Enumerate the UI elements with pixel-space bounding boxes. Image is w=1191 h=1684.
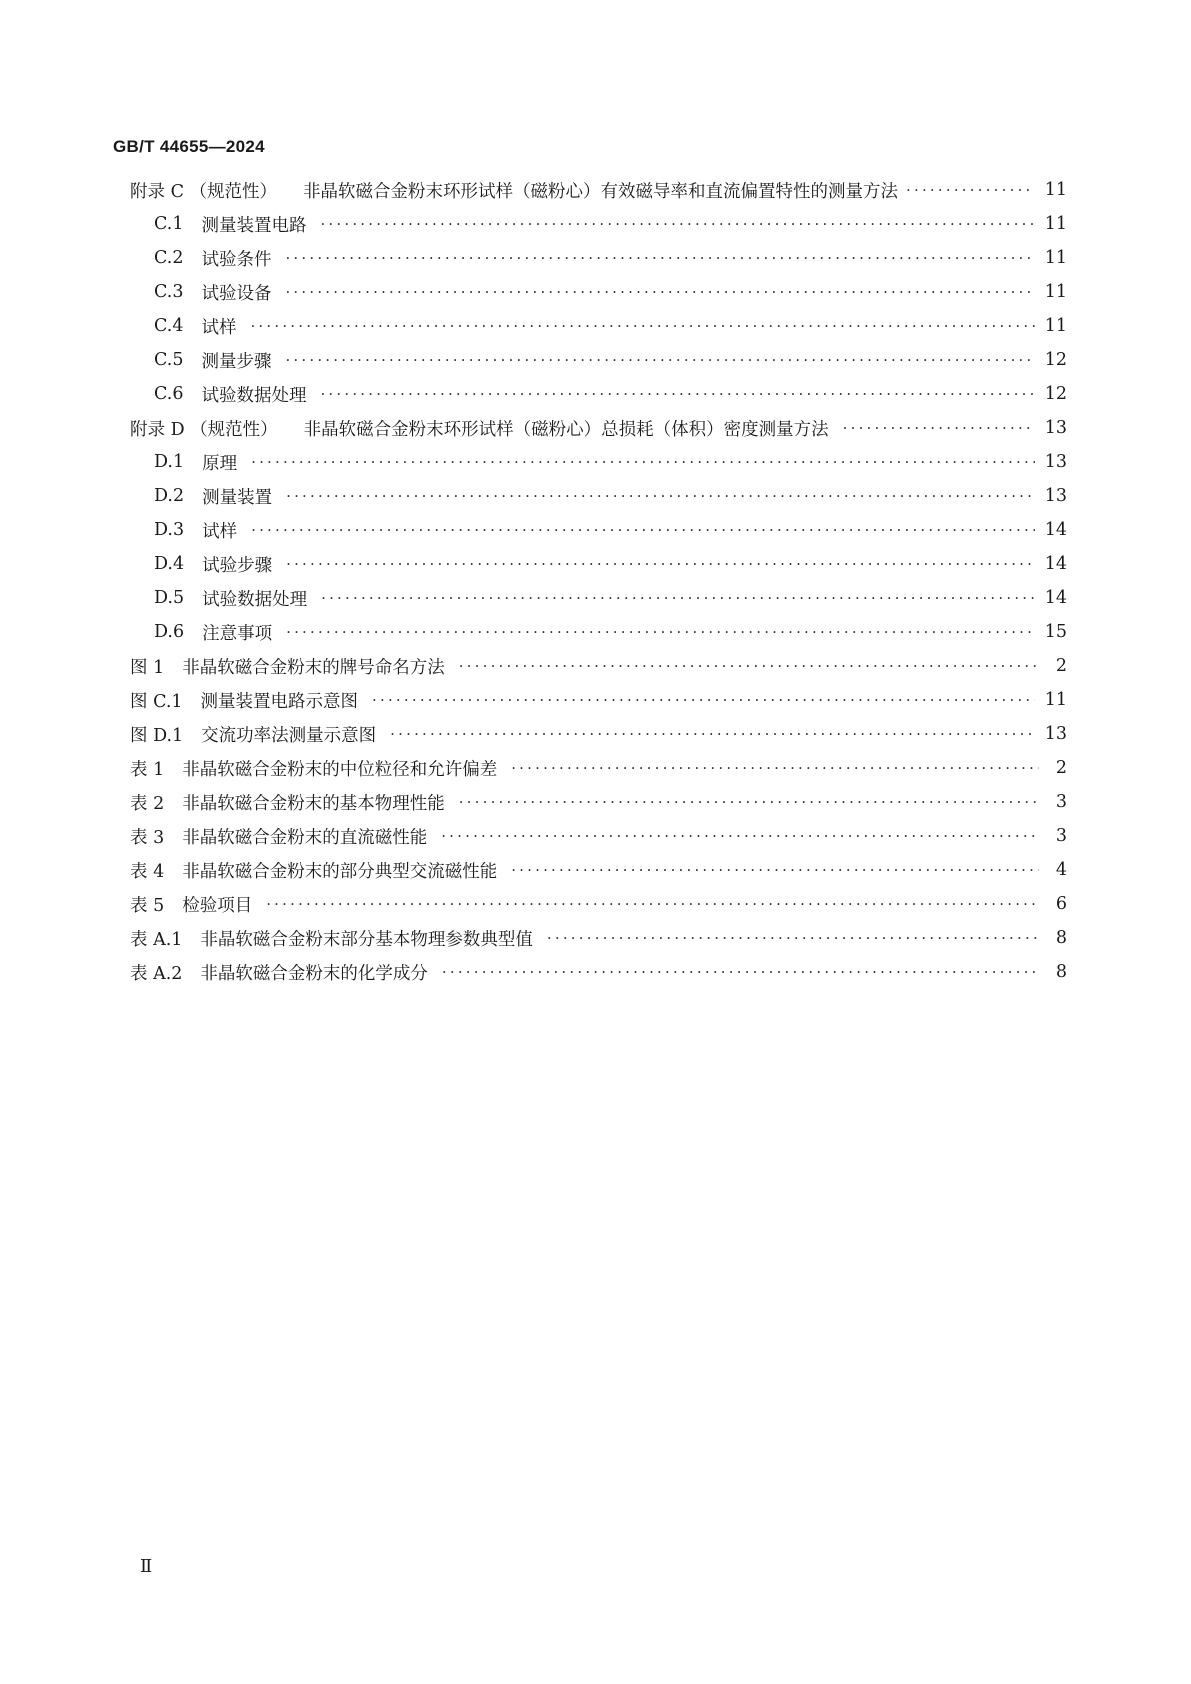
toc-entry-title: 测量装置电路示意图 [200,691,359,712]
toc-leader-dots [320,211,1034,237]
page-number: Ⅱ [140,1556,153,1577]
toc-leader-dots [250,313,1034,339]
toc-entry-title: 试验条件 [201,249,272,270]
toc-entry-title: 试验设备 [201,283,272,304]
toc-entry-table-4[interactable] [130,857,1067,883]
toc-entry-page: 6 [1055,894,1067,914]
toc-entry-number: D.3 [154,520,185,540]
toc-entry-title: 试样 [202,521,238,542]
standard-number: GB/T 44655—2024 [113,137,265,156]
toc-entry-number: 图 D.1 [130,725,184,746]
toc-entry-page: 14 [1044,588,1067,608]
toc-entry-title: 测量装置电路 [201,215,307,236]
toc-leader-dots [266,891,1039,917]
toc-entry-page: 8 [1055,928,1067,948]
toc-leader-dots [285,279,1034,305]
toc-entry-appendix-d[interactable] [130,415,1067,441]
toc-leader-dots [286,483,1035,509]
toc-entry-page: 3 [1055,792,1067,812]
toc-entry-number: C.2 [154,248,184,268]
toc-entry-page: 13 [1044,418,1067,438]
toc-entry-page: 15 [1044,622,1067,642]
toc-entry-c3[interactable] [154,279,1067,305]
toc-entry-page: 13 [1044,724,1067,744]
toc-leader-dots [459,789,1039,815]
toc-entry-title: 非晶软磁合金粉末的牌号命名方法 [182,657,445,678]
toc-entry-title: 试验步骤 [202,555,273,576]
toc-entry-page: 13 [1044,452,1067,472]
toc-entry-c2[interactable] [154,245,1067,271]
toc-entry-number: 表 5 [130,895,165,916]
toc-entry-number: 附录 C （规范性） [130,181,278,202]
toc-entry-page: 11 [1044,690,1067,710]
toc-entry-page: 2 [1055,656,1067,676]
toc-entry-number: 表 2 [130,793,165,814]
toc-entry-d4[interactable] [154,551,1067,577]
toc-entry-page: 3 [1055,826,1067,846]
toc-entry-number: 附录 D （规范性） [130,419,278,440]
toc-entry-c6[interactable] [154,381,1067,407]
toc-leader-dots [320,381,1034,407]
toc-entry-number: D.6 [154,622,185,642]
toc-entry-number: C.6 [154,384,184,404]
toc-entry-title: 非晶软磁合金粉末环形试样（磁粉心）总损耗（体积）密度测量方法 [303,419,829,440]
toc-entry-title: 检验项目 [182,895,253,916]
toc-leader-dots [285,245,1034,271]
toc-entry-page: 2 [1055,758,1067,778]
toc-entry-figure-d1[interactable] [130,721,1067,747]
toc-entry-title: 非晶软磁合金粉末的中位粒径和允许偏差 [182,759,498,780]
toc-entry-page: 8 [1055,962,1067,982]
toc-entry-title: 测量步骤 [201,351,272,372]
toc-entry-page: 13 [1044,486,1067,506]
toc-entry-table-2[interactable] [130,789,1067,815]
toc-entry-page: 14 [1044,554,1067,574]
toc-entry-title: 非晶软磁合金粉末的直流磁性能 [182,827,428,848]
toc-entry-title: 非晶软磁合金粉末的部分典型交流磁性能 [182,861,498,882]
toc-leader-dots [843,415,1035,441]
toc-entry-figure-c1[interactable] [130,687,1067,713]
toc-leader-dots [286,619,1035,645]
toc-leader-dots [285,347,1034,373]
toc-entry-c4[interactable] [154,313,1067,339]
toc-leader-dots [372,687,1035,713]
toc-leader-dots [442,959,1039,985]
toc-entry-number: C.5 [154,350,184,370]
toc-entry-d6[interactable] [154,619,1067,645]
toc-entry-appendix-c[interactable] [130,177,1067,203]
toc-entry-number: C.4 [154,316,184,336]
toc-leader-dots [286,551,1035,577]
toc-entry-title: 非晶软磁合金粉末部分基本物理参数典型值 [200,929,533,950]
toc-entry-number: C.3 [154,282,184,302]
toc-entry-title: 非晶软磁合金粉末环形试样（磁粉心）有效磁导率和直流偏置特性的测量方法 [303,181,899,202]
toc-entry-title: 非晶软磁合金粉末的化学成分 [200,963,428,984]
toc-entry-d5[interactable] [154,585,1067,611]
toc-leader-dots [459,653,1039,679]
toc-entry-number: 图 1 [130,657,165,678]
toc-entry-number: 表 4 [130,861,165,882]
toc-entry-number: 表 1 [130,759,165,780]
toc-entry-page: 14 [1044,520,1067,540]
toc-entry-table-a1[interactable] [130,925,1067,951]
toc-entry-number: D.4 [154,554,185,574]
toc-entry-title: 试验数据处理 [201,385,307,406]
toc-entry-page: 11 [1044,282,1067,302]
toc-entry-number: D.2 [154,486,185,506]
toc-entry-table-a2[interactable] [130,959,1067,985]
toc-entry-number: C.1 [154,214,184,234]
toc-entry-title: 测量装置 [202,487,273,508]
toc-leader-dots [321,585,1035,611]
toc-leader-dots [547,925,1039,951]
toc-entry-title: 试样 [201,317,237,338]
toc-entry-figure-1[interactable] [130,653,1067,679]
toc-leader-dots [511,857,1039,883]
toc-entry-title: 注意事项 [202,623,273,644]
toc-entry-page: 11 [1044,316,1067,336]
toc-entry-c1[interactable] [154,211,1067,237]
toc-leader-dots [906,177,1035,203]
toc-entry-c5[interactable] [154,347,1067,373]
toc-entry-table-3[interactable] [130,823,1067,849]
toc-entry-number: 表 A.2 [130,963,183,984]
toc-entry-page: 12 [1044,350,1067,370]
toc-entry-table-5[interactable] [130,891,1067,917]
toc-entry-d1[interactable] [154,449,1067,475]
toc-entry-page: 12 [1044,384,1067,404]
toc-entry-d3[interactable] [154,517,1067,543]
toc-entry-page: 4 [1055,860,1067,880]
toc-entry-page: 11 [1044,248,1067,268]
toc-entry-d2[interactable] [154,483,1067,509]
toc-entry-number: 表 A.1 [130,929,183,950]
toc-entry-title: 试验数据处理 [202,589,308,610]
toc-leader-dots [251,449,1035,475]
toc-entry-title: 非晶软磁合金粉末的基本物理性能 [182,793,445,814]
toc-entry-number: D.1 [154,452,185,472]
toc-entry-title: 交流功率法测量示意图 [201,725,377,746]
toc-entry-number: 图 C.1 [130,691,183,712]
toc-entry-number: 表 3 [130,827,165,848]
toc-leader-dots [511,755,1039,781]
toc-entry-title: 原理 [202,453,238,474]
toc-entry-page: 11 [1044,180,1067,200]
toc-leader-dots [441,823,1039,849]
toc-entry-page: 11 [1044,214,1067,234]
toc-entry-number: D.5 [154,588,185,608]
toc-leader-dots [390,721,1035,747]
toc-entry-table-1[interactable] [130,755,1067,781]
toc-leader-dots [251,517,1035,543]
